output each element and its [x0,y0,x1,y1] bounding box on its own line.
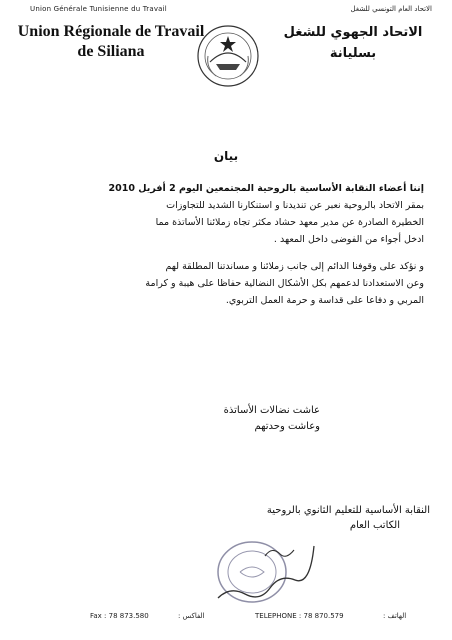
paragraph2 [40,258,424,309]
footer-tel-ar: الهاتف : [383,612,407,620]
paragraph1 [40,180,424,248]
footer-tel-fr: TELEPHONE : 78 870.579 [255,612,344,620]
paragraph1-line3: الخطيرة الصادرة عن مدير معهد حشاد مكثر تجاه زملائنا الأساتذة مما [155,217,424,228]
arabic-union-name: الاتحاد العام التونسي للشغل [350,5,432,13]
signature-org: النقابة الأساسية للتعليم الثانوي بالروحية [266,505,430,516]
paragraph2-line3: المربي و دفاعا على قداسة و حرمة العمل التربوي. [225,295,424,306]
ugtt-emblem-icon [196,24,260,88]
french-regional-title [16,22,206,62]
french-regional-line2: de Siliana [77,43,145,60]
french-regional-line1: Union Régionale de Travail [17,23,205,40]
paragraph2-line2: وعن الاستعدادنا لدعمهم بكل الأشكال النضالية حفاظا على هيبة و كرامة [145,278,424,289]
slogan-1: عاشت نضالات الأساتذة [223,405,320,416]
union-stamp-icon [210,528,320,608]
statement-body [40,180,424,309]
closing-slogans [130,403,320,435]
paragraph1-line2: بمقر الاتحاد بالروحية نعبر عن تنديدنا و استنكارنا الشديد للتجاوزات [166,200,424,211]
paragraph1-line1: إننا أعضاء النقابة الأساسية بالروحية المجتمعين اليوم 2 أفريل 2010 [108,183,424,194]
footer-fax-ar: الفاكس : [178,612,205,620]
footer-contact [0,612,452,626]
paragraph2-line1: و نؤكد على وقوفنا الدائم إلى جانب زملائنا و مساندتنا المطلقة لهم [165,261,424,272]
signature-title: الكاتب العام [349,520,400,531]
document-title: بيان [213,149,239,163]
french-union-name: Union Générale Tunisienne du Travail [30,5,167,13]
arabic-regional-line2: بسليانة [329,46,377,61]
arabic-regional-title [268,22,438,64]
arabic-regional-line1: الاتحاد الجهوي للشغل [283,25,423,40]
paragraph1-line4: ادخل أجواء من الفوضى داخل المعهد . [273,234,424,245]
footer-fax-fr: Fax : 78 873.580 [90,612,149,620]
slogan-2: وعاشت وحدتهم [254,421,320,432]
